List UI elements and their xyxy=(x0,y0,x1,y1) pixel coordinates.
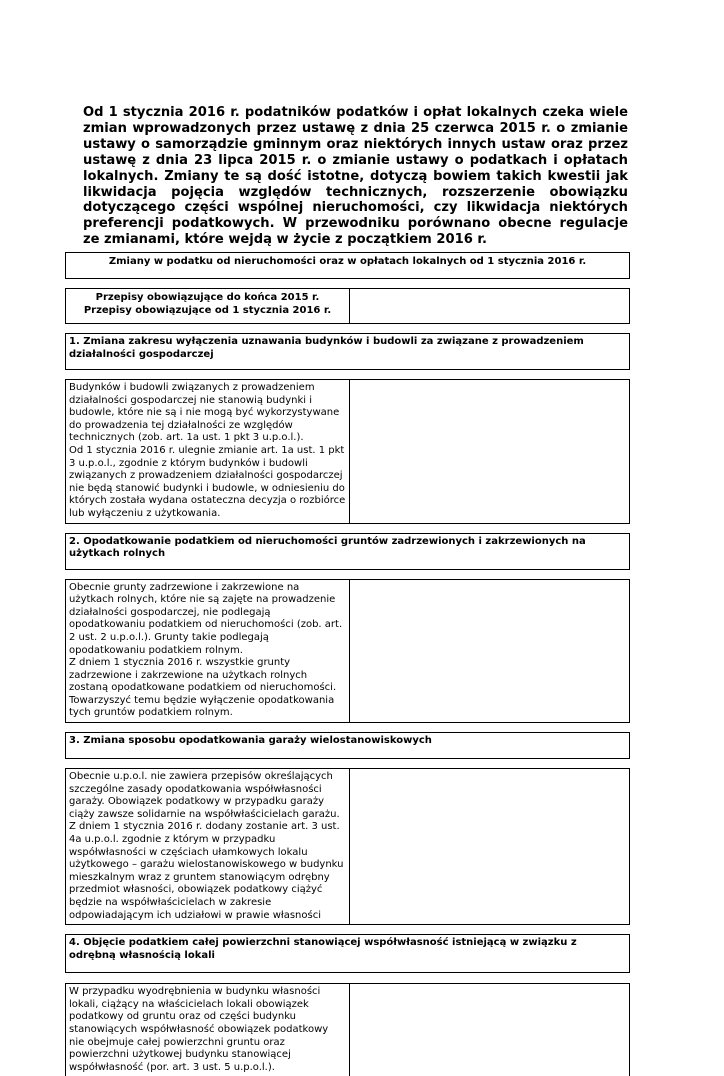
section-1-left xyxy=(66,380,350,524)
table-header-left xyxy=(66,289,350,324)
header-line-2: Przepisy obowiązujące od 1 stycznia 2016 r. xyxy=(83,304,332,316)
section-1-right xyxy=(350,380,630,524)
section-3-heading-row xyxy=(66,733,630,759)
section-1-heading-row xyxy=(66,334,630,370)
section-4-right xyxy=(350,984,630,1076)
section-4-left xyxy=(66,984,350,1076)
section-3-body-row xyxy=(66,769,630,925)
header-line-1: Przepisy obowiązujące do końca 2015 r. xyxy=(95,292,320,303)
comparison-table xyxy=(65,252,630,1076)
section-2-left xyxy=(66,579,350,723)
section-3-heading: 3. Zmiana sposobu opodatkowania garaży wielostanowiskowych xyxy=(66,733,630,759)
section-3-right xyxy=(350,769,630,925)
table-header-right xyxy=(350,289,630,324)
section-3-text: Obecnie u.p.o.l. nie zawiera przepisów określających szczególne zasady opodatkowania współwłasności garaży. Obowiązek podatkowy w przypadku garaży ciąży zawsze solidarnie na współwłaścicielach garażu. Z dniem 1 stycznia 2016 r. dodany zostanie art. 3 ust. 4a u.p.o.l. zgodnie z którym w przypadku współwłasności w częściach ułamkowych lokalu użytkowego – garażu wielostanowiskowego w budynku mieszkalnym wraz z gruntem stanowiącym odrębny przedmiot własności, obowiązek podatkowy ciążyć będzie na współwłaścicielach w zakresie odpowiadającym ich udziałowi w prawie własności xyxy=(69,771,344,921)
section-4-body-row xyxy=(66,984,630,1076)
section-3-left xyxy=(66,769,350,925)
section-1-heading: 1. Zmiana zakresu wyłączenia uznawania budynków i budowli za związane z prowadzeniem działalności gospodarczej xyxy=(66,334,630,370)
section-4-heading-row xyxy=(66,935,630,973)
section-4-text: W przypadku wyodrębnienia w budynku własności lokali, ciążący na właścicielach lokali obowiązek podatkowy od gruntu oraz od części budynku stanowiących współwłasność obowiązek podatkowy nie obejmuje całej powierzchni gruntu oraz powierzchni użytkowej budynku stanowiącej współwłasność (por. art. 3 ust. 5 u.p.o.l.). xyxy=(69,986,329,1073)
section-1-body-row xyxy=(66,380,630,524)
table-header-row xyxy=(66,289,630,324)
section-2-heading: 2. Opodatkowanie podatkiem od nieruchomości gruntów zadrzewionych i zakrzewionych na użytkach rolnych xyxy=(66,533,630,569)
section-2-text: Obecnie grunty zadrzewione i zakrzewione na użytkach rolnych, które nie są zajęte na prowadzenie działalności gospodarczej, nie podlegają opodatkowaniu podatkiem od nieruchomości (zob. art. 2 ust. 2 u.p.o.l.). Grunty takie podlegają opodatkowaniu podatkiem rolnym. Z dniem 1 stycznia 2016 r. wszystkie grunty zadrzewione i zakrzewione na użytkach rolnych zostaną opodatkowane podatkiem od nieruchomości. Towarzyszyć temu będzie wyłączenie opodatkowania tych gruntów podatkiem rolnym. xyxy=(69,581,343,719)
section-2-right xyxy=(350,579,630,723)
intro-paragraph: Od 1 stycznia 2016 r. podatników podatków i opłat lokalnych czeka wiele zmian wprowadzonych przez ustawę z dnia 25 czerwca 2015 r. o zmianie ustawy o samorządzie gminnym oraz niektórych innych ustaw oraz przez ustawę z dnia 23 lipca 2015 r. o zmianie ustawy o podatkach i opłatach lokalnych. Zmiany te są dość istotne, dotyczą bowiem takich kwestii jak likwidacja pojęcia względów technicznych, rozszerzenie obowiązku dotyczącego części wspólnej nieruchomości, czy likwidacja niektórych preferencji podatkowych. W przewodniku porównano obecne regulacje ze zmianami, które wejdą w życie z początkiem 2016 r. xyxy=(83,105,628,248)
section-1-text: Budynków i budowli związanych z prowadzeniem działalności gospodarczej nie stanowią budynki i budowle, które nie są i nie mogą być wykorzystywane do prowadzenia tej działalności ze względów technicznych (zob. art. 1a ust. 1 pkt 3 u.p.o.l.). Od 1 stycznia 2016 r. ulegnie zmianie art. 1a ust. 1 pkt 3 u.p.o.l., zgodnie z którym budynków i budowli związanych z prowadzeniem działalności gospodarczej nie będą stanowić budynki i budowle, w odniesieniu do których została wydana ostateczna decyzja o rozbiórce lub wyłączeniu z użytkowania. xyxy=(69,382,346,519)
section-2-body-row xyxy=(66,579,630,723)
section-2-heading-row xyxy=(66,533,630,569)
table-title-row xyxy=(66,253,630,279)
table-title: Zmiany w podatku od nieruchomości oraz w opłatach lokalnych od 1 stycznia 2016 r. xyxy=(66,253,630,279)
section-4-heading: 4. Objęcie podatkiem całej powierzchni stanowiącej współwłasność istniejącą w związku z odrębną własnością lokali xyxy=(66,935,630,973)
